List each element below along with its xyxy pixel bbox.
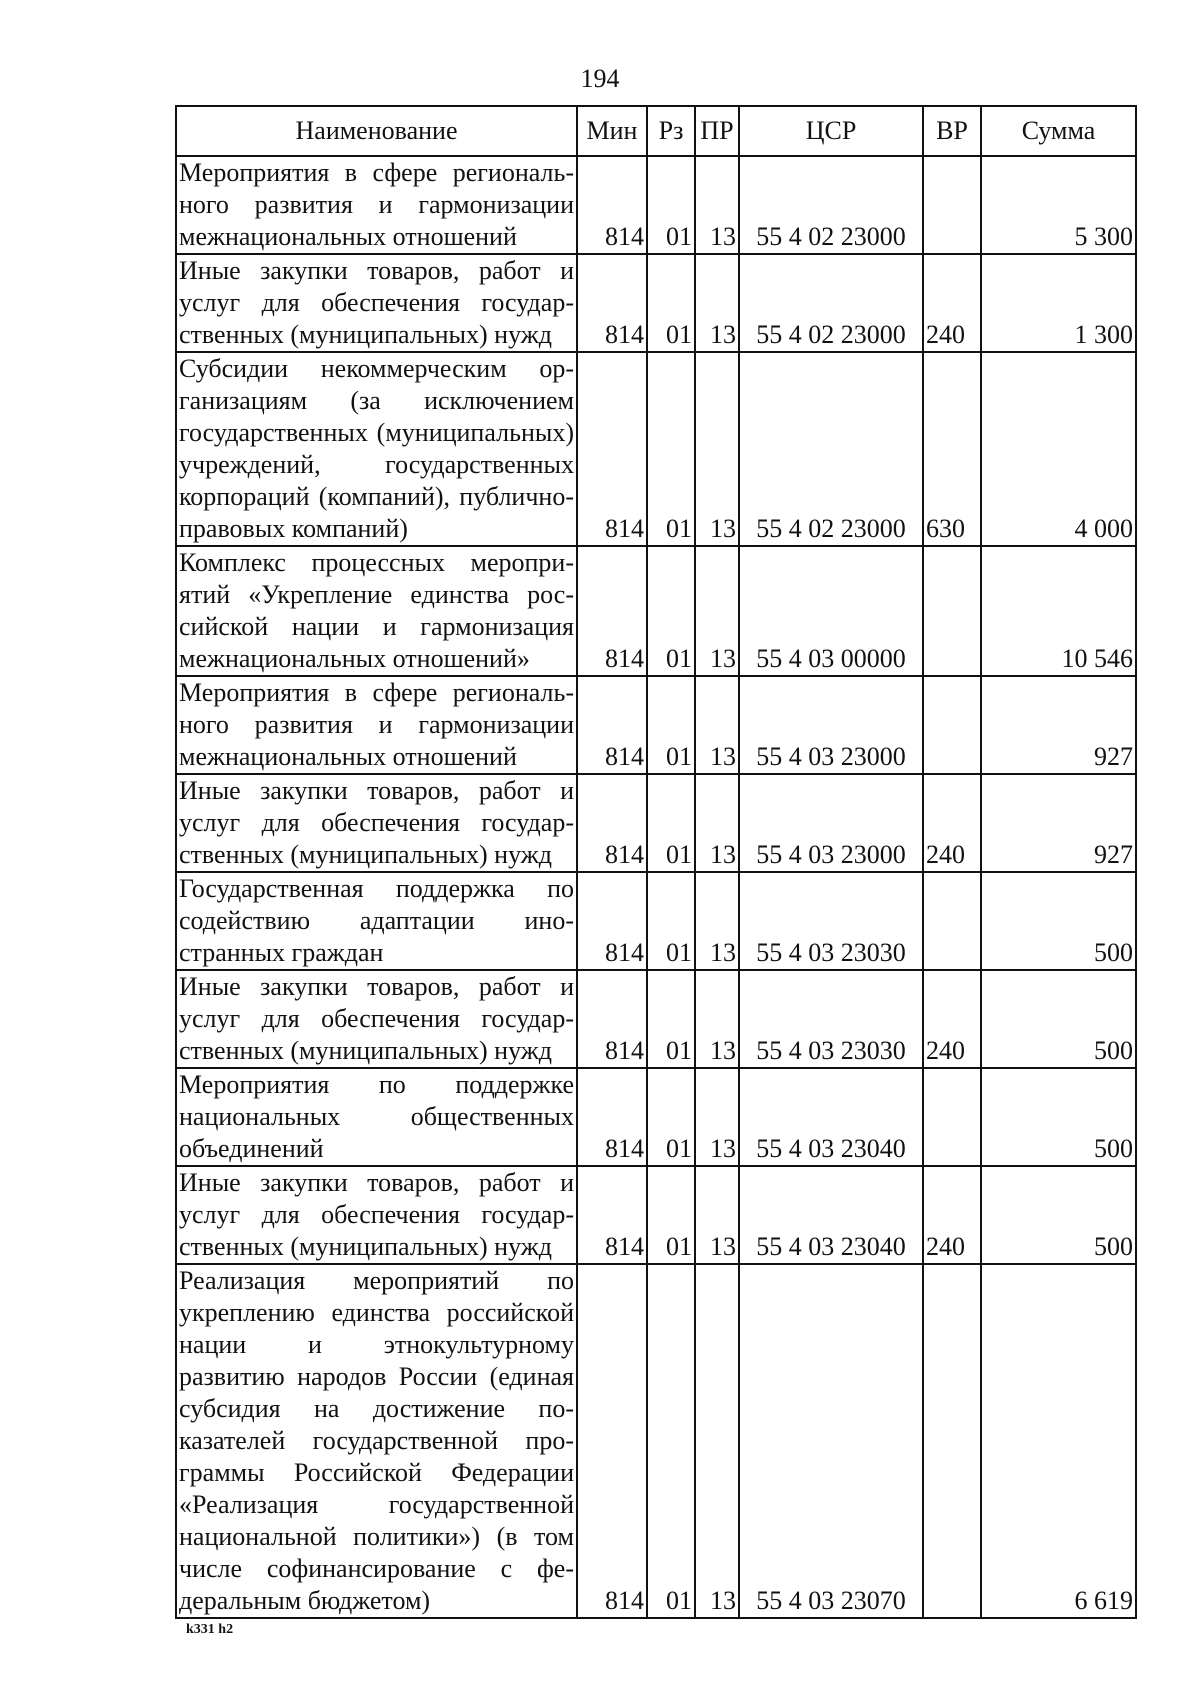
header-pr: ПР [695, 106, 739, 156]
row-rz: 01 [647, 1166, 695, 1264]
row-rz: 01 [647, 352, 695, 546]
row-sum: 4 000 [981, 352, 1136, 546]
row-name: Мероприятия в сфере регионального развития и гармонизации межнациональных отношений [176, 156, 577, 254]
footer-code: k331 h2 [186, 1622, 234, 1637]
header-name: Наименование [176, 106, 577, 156]
row-csr: 55 4 03 23040 [739, 1068, 923, 1166]
row-name: Реализация мероприятий по укреплению единства российской нации и этнокультурному развитию народов России (единая субсидия на достижение показателей государственной программы Российской Федерации «Реализация государственной национальной политики») (в том числе софинансирование с федеральным бюджетом) [176, 1264, 577, 1618]
table-row [176, 156, 1136, 254]
row-csr: 55 4 02 23000 [739, 156, 923, 254]
row-pr: 13 [695, 970, 739, 1068]
row-vr: 240 [923, 254, 981, 352]
row-sum: 500 [981, 970, 1136, 1068]
row-sum: 6 619 [981, 1264, 1136, 1618]
header-sum: Сумма [981, 106, 1136, 156]
row-sum: 500 [981, 872, 1136, 970]
row-csr: 55 4 03 23000 [739, 676, 923, 774]
row-csr: 55 4 03 23070 [739, 1264, 923, 1618]
row-min: 814 [577, 1068, 647, 1166]
row-sum: 5 300 [981, 156, 1136, 254]
row-csr: 55 4 02 23000 [739, 254, 923, 352]
row-pr: 13 [695, 676, 739, 774]
row-pr: 13 [695, 774, 739, 872]
table-row [176, 872, 1136, 970]
row-pr: 13 [695, 1264, 739, 1618]
table-row [176, 970, 1136, 1068]
row-min: 814 [577, 774, 647, 872]
row-min: 814 [577, 546, 647, 676]
row-sum: 927 [981, 774, 1136, 872]
row-name: Субсидии некоммерческим организациям (за исключением государственных (муниципальных) учреждений, государственных корпораций (компаний), публично-правовых компаний) [176, 352, 577, 546]
row-name: Мероприятия в сфере регионального развития и гармонизации межнациональных отношений [176, 676, 577, 774]
row-vr [923, 156, 981, 254]
row-rz: 01 [647, 1264, 695, 1618]
row-csr: 55 4 03 00000 [739, 546, 923, 676]
row-rz: 01 [647, 254, 695, 352]
row-vr: 240 [923, 774, 981, 872]
row-min: 814 [577, 676, 647, 774]
row-csr: 55 4 03 23030 [739, 872, 923, 970]
row-csr: 55 4 02 23000 [739, 352, 923, 546]
row-rz: 01 [647, 676, 695, 774]
row-rz: 01 [647, 872, 695, 970]
row-min: 814 [577, 254, 647, 352]
header-vr: ВР [923, 106, 981, 156]
row-vr [923, 1264, 981, 1618]
row-name: Иные закупки товаров, работ и услуг для обеспечения государственных (муниципальных) нужд [176, 774, 577, 872]
row-name: Иные закупки товаров, работ и услуг для обеспечения государственных (муниципальных) нужд [176, 1166, 577, 1264]
row-sum: 500 [981, 1166, 1136, 1264]
row-name: Государственная поддержка по содействию адаптации иностранных граждан [176, 872, 577, 970]
row-min: 814 [577, 352, 647, 546]
row-pr: 13 [695, 872, 739, 970]
row-pr: 13 [695, 156, 739, 254]
row-rz: 01 [647, 156, 695, 254]
row-vr: 630 [923, 352, 981, 546]
row-name: Мероприятия по поддержке национальных общественных объединений [176, 1068, 577, 1166]
table-row [176, 676, 1136, 774]
row-vr [923, 546, 981, 676]
row-vr [923, 872, 981, 970]
row-sum: 10 546 [981, 546, 1136, 676]
row-pr: 13 [695, 1166, 739, 1264]
table-row [176, 352, 1136, 546]
row-rz: 01 [647, 970, 695, 1068]
row-name: Иные закупки товаров, работ и услуг для обеспечения государственных (муниципальных) нужд [176, 254, 577, 352]
row-vr: 240 [923, 1166, 981, 1264]
budget-table [175, 105, 1137, 1619]
page-number: 194 [580, 64, 620, 93]
row-vr [923, 1068, 981, 1166]
header-min: Мин [577, 106, 647, 156]
header-rz: Рз [647, 106, 695, 156]
row-rz: 01 [647, 546, 695, 676]
row-pr: 13 [695, 352, 739, 546]
row-min: 814 [577, 872, 647, 970]
row-min: 814 [577, 156, 647, 254]
row-pr: 13 [695, 1068, 739, 1166]
row-csr: 55 4 03 23030 [739, 970, 923, 1068]
table-row [176, 546, 1136, 676]
row-pr: 13 [695, 546, 739, 676]
table-row [176, 254, 1136, 352]
row-min: 814 [577, 970, 647, 1068]
table-row [176, 1264, 1136, 1618]
row-csr: 55 4 03 23040 [739, 1166, 923, 1264]
row-vr [923, 676, 981, 774]
row-vr: 240 [923, 970, 981, 1068]
row-sum: 500 [981, 1068, 1136, 1166]
row-min: 814 [577, 1166, 647, 1264]
table-row [176, 774, 1136, 872]
row-name: Комплекс процессных мероприятий «Укрепление единства российской нации и гармонизация межнациональных отношений» [176, 546, 577, 676]
row-rz: 01 [647, 1068, 695, 1166]
row-rz: 01 [647, 774, 695, 872]
row-min: 814 [577, 1264, 647, 1618]
header-csr: ЦСР [739, 106, 923, 156]
row-sum: 1 300 [981, 254, 1136, 352]
table-row [176, 1068, 1136, 1166]
row-name: Иные закупки товаров, работ и услуг для обеспечения государственных (муниципальных) нужд [176, 970, 577, 1068]
table-row [176, 1166, 1136, 1264]
row-pr: 13 [695, 254, 739, 352]
row-sum: 927 [981, 676, 1136, 774]
table-header-row [176, 106, 1136, 156]
row-csr: 55 4 03 23000 [739, 774, 923, 872]
